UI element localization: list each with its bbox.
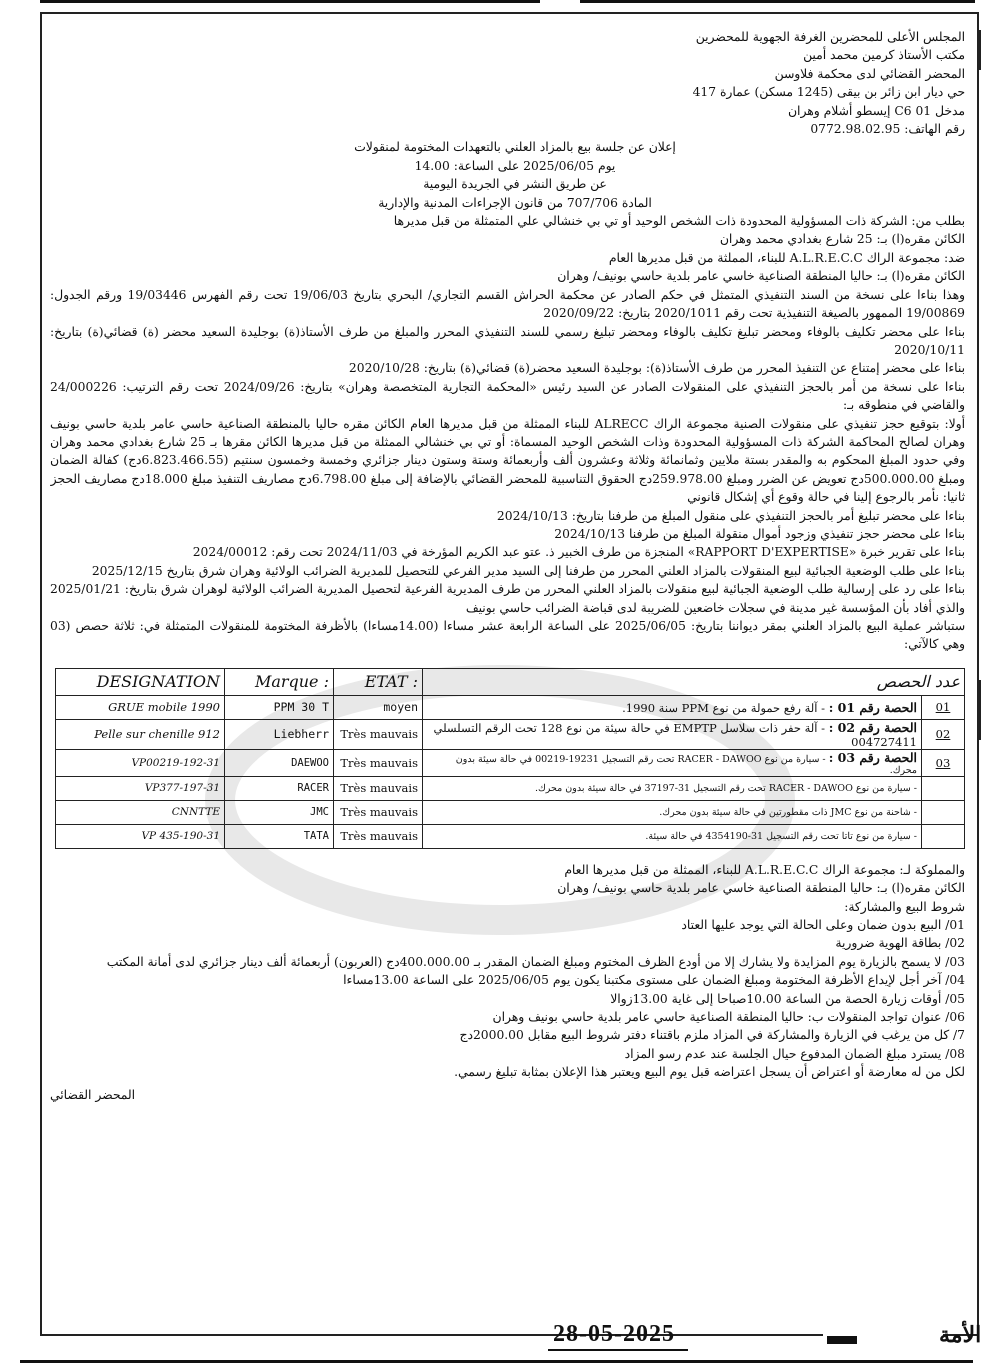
cell-marque: JMC (225, 800, 334, 824)
col-lots: عدد الحصص (423, 668, 965, 695)
lot-desc: - آلة حفر ذات سلاسل EMPTP في حالة سيئة من نوع 128 تحت الرقم التسلسلي 004727411 (433, 720, 917, 749)
logo-icon (823, 1318, 982, 1352)
sale-announcement: ستباشر عملية البيع بالمزاد العلني بمقر ديواننا بتاريخ: 2025/06/05 على الساعة الرابعة عشر مساءا (14.00مساءا) بالأظرفة المختومة للمنقولات المتمثلة في: ثلاثة حصص (03 وهي كالآتي: (50, 619, 966, 652)
defendant: ضد: مجموعة الراك A.L.R.E.C.C للبناء، المملثة من قبل مديرها العام (608, 250, 965, 265)
title-line-1: إعلان عن جلسة بيع بالمزاد العلني بالتعهدات المختومة لمنقولات (354, 140, 676, 155)
lot-label: الحصة رقم 02 : (828, 719, 917, 735)
lot-desc: - سيارة من نوع RACER - DAWOO تحت رقم التسجيل 19231-00219 في حالة سيئة بدون محرك. (455, 753, 917, 776)
cell-lot-desc (423, 776, 922, 800)
cell-marque: PPM 30 T (225, 695, 334, 719)
lot-desc: - شاحنة من نوع JMC ذات مقطورتين في حالة سيئة بدون محرك. (659, 806, 917, 818)
header-phone: رقم الهاتف: 0772.98.02.95 (810, 122, 965, 137)
basis-tax-reply: بناءا على رد على إرسالية طلب الوضعية الجبائية لبيع منقولات بالمزاد العلني المحرر من طرف المديرية الفرعية لتحصيل المديرية الضرائب الولائية لوهران شرق بتاريخ: 2025/01/21 والذي أفاد بأن المؤسسة غير مدينة في سجلات خاضعين للضريبة لدى قباضة الضرائب حاسي بونيف (50, 582, 965, 615)
defendant-address: الكائن مقره(ا) بـ: حاليا المنطقة الصناعية خاسي عامر بلدية حاسي بونيف/ وهران (557, 269, 965, 284)
conditions-heading: شروط البيع والمشاركة: (844, 899, 965, 914)
cell-etat: Très mauvais (334, 800, 423, 824)
owner-address: الكائن مقره(ا) بـ: حاليا المنطقة الصناعية خاسي عامر بلدية حاسي بونيف/ وهران (557, 881, 965, 896)
requester-address: الكائن مقره(ا) بـ: 25 شارع بغدادي محمد وهران (719, 232, 965, 247)
cell-marque: DAEWOO (225, 749, 334, 776)
notice-title (305, 138, 725, 212)
cell-lot-num (922, 800, 965, 824)
cell-designation: VP377-197-31 (56, 776, 225, 800)
header-office: مكتب الأستاذ كرمين محمد أمين (803, 48, 965, 63)
header-court: المحضر القضائي لدى محكمة فلاوسن (774, 66, 965, 81)
lot-label: الحصة رقم 03 : (828, 749, 917, 765)
owner: والمملوكة لـ: مجموعة الراك A.L.R.E.C.C للبناء، الممثلة من قبل مديرها العام (564, 862, 965, 877)
second-clause: ثانيا: نأمر بالرجوع إلينا في حالة وقوع أي إشكال قانوني (687, 490, 965, 505)
title-date: يوم 2025/06/05 على الساعة: 14.00 (414, 158, 616, 173)
table-row (56, 824, 965, 848)
cell-lot-desc (423, 719, 922, 749)
side-mark (977, 30, 981, 70)
cell-etat: Très mauvais (334, 776, 423, 800)
cell-etat: moyen (334, 695, 423, 719)
newspaper-logo (823, 1318, 982, 1352)
lots-table (55, 668, 965, 849)
basis-seizure-order: بناءا على نسخة من أمر بالحجز التنفيذي على المنقولات الصادر عن السيد رئيس «المحكمة التجارية المتخصصة وهران» بتاريخ: 2024/09/26 تحت رقم الترتيب: 24/000226 والقاضي في منطوقه بـ: (50, 379, 965, 413)
header-chamber: المجلس الأعلى للمحضرين الغرفة الجهوية للمحضرين (695, 30, 965, 44)
lot-desc: - سيارة من نوع تاتا تحت رقم التسجيل 31-4354190 في حالة سيئة. (645, 830, 917, 842)
cell-marque: RACER (225, 776, 334, 800)
cell-lot-num (922, 824, 965, 848)
header-entrance: مدخل C6 01 إيسطو أشلام وهران (788, 103, 965, 118)
cell-lot-num (922, 776, 965, 800)
col-etat: ETAT : (334, 668, 423, 695)
header-address: حي ديار ابن زائر بن بيقى (1245 مسكن) عمارة 417 (692, 85, 965, 100)
cell-marque: TATA (225, 824, 334, 848)
cell-lot-desc (423, 695, 922, 719)
logo-text: الأمة (939, 1322, 982, 1348)
cell-lot-num: 02 (922, 719, 965, 749)
condition-4: 04/ آخر أجل لإيداع الأظرفة المختومة ومبلغ الضمان على مستوى مكتبنا يكون يوم 2025/06/05 على الساعة 13.00مساءا (343, 973, 965, 988)
cell-lot-desc (423, 800, 922, 824)
bottom-rule (20, 1360, 973, 1363)
table-row (56, 719, 965, 749)
basis-expertise: بناءا على تقرير خبرة «RAPPORT D'EXPERTISE» المنجزة من طرف الخبير ذ. عتو عبد الكريم المؤرخة في 2024/11/03 تحت رقم: 2024/00012 (192, 545, 965, 560)
table-row (56, 695, 965, 719)
closing-statement: لكل من له معارضة أو اعتراض أن يسجل اعتراضه قبل يوم البيع ويعتبر هذا الإعلان بمثابة تبليغ رسمي. (454, 1065, 965, 1080)
table-row (56, 749, 965, 776)
lot-label: الحصة رقم 01 : (828, 699, 917, 715)
col-marque: Marque : (225, 668, 334, 695)
cell-etat: Très mauvais (334, 719, 423, 749)
condition-7: 7/ كل من يرغب في الزيارة والمشاركة في المزاد ملزم باقتناء دفتر شروط البيع مقابل 2000.00دج (459, 1028, 965, 1043)
publication-date: 28-05-2025 (553, 1321, 675, 1347)
date-underline (548, 1349, 688, 1351)
lot-desc: - سيارة من نوع RACER - DAWOO تحت رقم التسجيل 31-37197 في حالة سيئة بدون محرك. (534, 782, 917, 794)
first-clause: أولا: بتوقيع حجز تنفيذي على منقولات الصنية مجموعة الراك ALRECC للبناء الممثلة من قبل مديرها العام الكائن مقره حاليا بالمنطقة الصناعية حاسي عامر بلدية حاسي بونيف وهران لصالح المحاكمة الشركة ذات المسؤولية المحدودة وذات الشخص الوحيد المسماة: أو تي بي خنشالي الممثلة من قبل مديرها الكائن مقرها بـ 25 شارع بغدادي محمد وهران وفي حدود المبلغ المحكوم به والمقدر بستة ملايين وثمانمائة وثلاثة وعشرون ألف وأربعمائة وستة وستون دينار جزائري وخمسة وخمسون سنتيم (6.823.466.55دج) كفالة الضمان ومبلغ 500.000.00دج تعويض عن الضرر ومبلغ 259.978.00دج الحقوق التناسبية للمحضر القضائي بالإضافة إلى مبلغ 6.798.00دج مصاريف التنفيذ مبلغ 18.000دج مصاريف الحجز (50, 416, 966, 486)
table-row (56, 800, 965, 824)
basis-summons: بناءا على محضر تكليف بالوفاء ومحضر تبليغ تكليف بالوفاء ومحضر تبليغ رسمي للسند التنفيذي المحرر والمبلغ من طرف الأستاذ(ة) بوجليدة السعيد محضر (ة) قضائي(ة) بتاريخ: 2020/10/11 (50, 324, 965, 357)
basis-seizure-report: بناءا على محضر حجز تنفيذي وزجود أموال منقولة المبلغ من طرفنا 2024/10/13 (554, 526, 965, 541)
cell-lot-desc (423, 749, 922, 776)
cell-designation: CNNTTE (56, 800, 225, 824)
cell-marque: Liebherr (225, 719, 334, 749)
basis-refusal: بناءا على محضر إمتناع عن التنفيذ المحرر من طرف الأستاذ(ة): بوجليدة السعيد محضر(ة) قضائي(ة) بتاريخ: 2020/10/28 (348, 361, 965, 376)
condition-8: 08/ يسترد مبلغ الضمان المدفوع حيال الجلسة عند عدم رسو المزاد (624, 1046, 965, 1061)
condition-5: 05/ أوقات زيارة الحصة من الساعة 10.00صباحا إلى غاية 13.00زوالا (610, 991, 965, 1006)
condition-3: 03/ لا يسمح بالزيارة يوم المزايدة ولا يشارك إلا من أودع الظرف المختوم ومبلغ الضمان المقدر بـ 400.000.00دج (العربون) أربعمائة ألف دينار جزائري لدى أمانة المكتب (106, 954, 965, 969)
cell-designation: VP 435-190-31 (56, 824, 225, 848)
table-header-row (56, 668, 965, 695)
title-article: المادة 707/706 من قانون الإجراءات المدنية والإدارية (378, 195, 652, 210)
cell-lot-num: 03 (922, 749, 965, 776)
notice-content (50, 28, 965, 1104)
title-publication: عن طريق النشر في الجريدة اليومية (423, 177, 607, 192)
basis-judgment: وهذا بناءا على نسخة من السند التنفيذي المتمثل في حكم الصادر عن محكمة الحراش القسم التجاري/ البحري بتاريخ 19/06/03 تحت رقم الفهرس 19/03446 ورقم الجدول: 19/00869 الممهور بالصيغة التنفيذية تحت رقم 2020/1011 بتاريخ: 2020/09/22 (50, 287, 965, 321)
requester: بطلب من: الشركة ذات المسؤولية المحدودة ذات الشخص الوحيد أو تي بي خنشالي علي المتمثلة من قبل مديرها (393, 214, 965, 229)
cell-lot-num: 01 (922, 695, 965, 719)
col-designation: DESIGNATION (56, 668, 225, 695)
cell-etat: Très mauvais (334, 824, 423, 848)
basis-notification: بناءا على محضر تبليغ أمر بالحجز التنفيذي على منقول المبلغ من طرفنا بتاريخ: 2024/10/13 (496, 508, 965, 523)
lot-desc: - آلة رفع حمولة من نوع PPM سنة 1990. (622, 700, 826, 715)
cell-designation: Pelle sur chenille 912 (56, 719, 225, 749)
top-rule (40, 0, 975, 9)
side-mark-2 (977, 680, 981, 740)
basis-tax-request: بناءا على طلب الوضعية الجبائية لبيع المنقولات بالمزاد العلني المحرر من طرفنا إلى السيد مدير الفرعي للتحصيل للمديرية الضرائب الولائية وهران شرق بتاريخ 2025/12/15 (91, 563, 965, 578)
table-row (56, 776, 965, 800)
condition-1: 01/ البيع بدون ضمان وعلى الحالة التي يوجد عليها العتاد (681, 918, 965, 933)
cell-designation: VP00219-192-31 (56, 749, 225, 776)
cell-designation: GRUE mobile 1990 (56, 695, 225, 719)
cell-etat: Très mauvais (334, 749, 423, 776)
signature: المحضر القضائي (50, 1087, 136, 1102)
condition-2: 02/ بطاقة الهوية ضرورية (835, 936, 965, 951)
cell-lot-desc (423, 824, 922, 848)
condition-6: 06/ عنوان تواجد المنقولات ب: حاليا المنطقة الصناعية حاسي عامر بلدية حاسي بونيف وهران (492, 1010, 965, 1025)
